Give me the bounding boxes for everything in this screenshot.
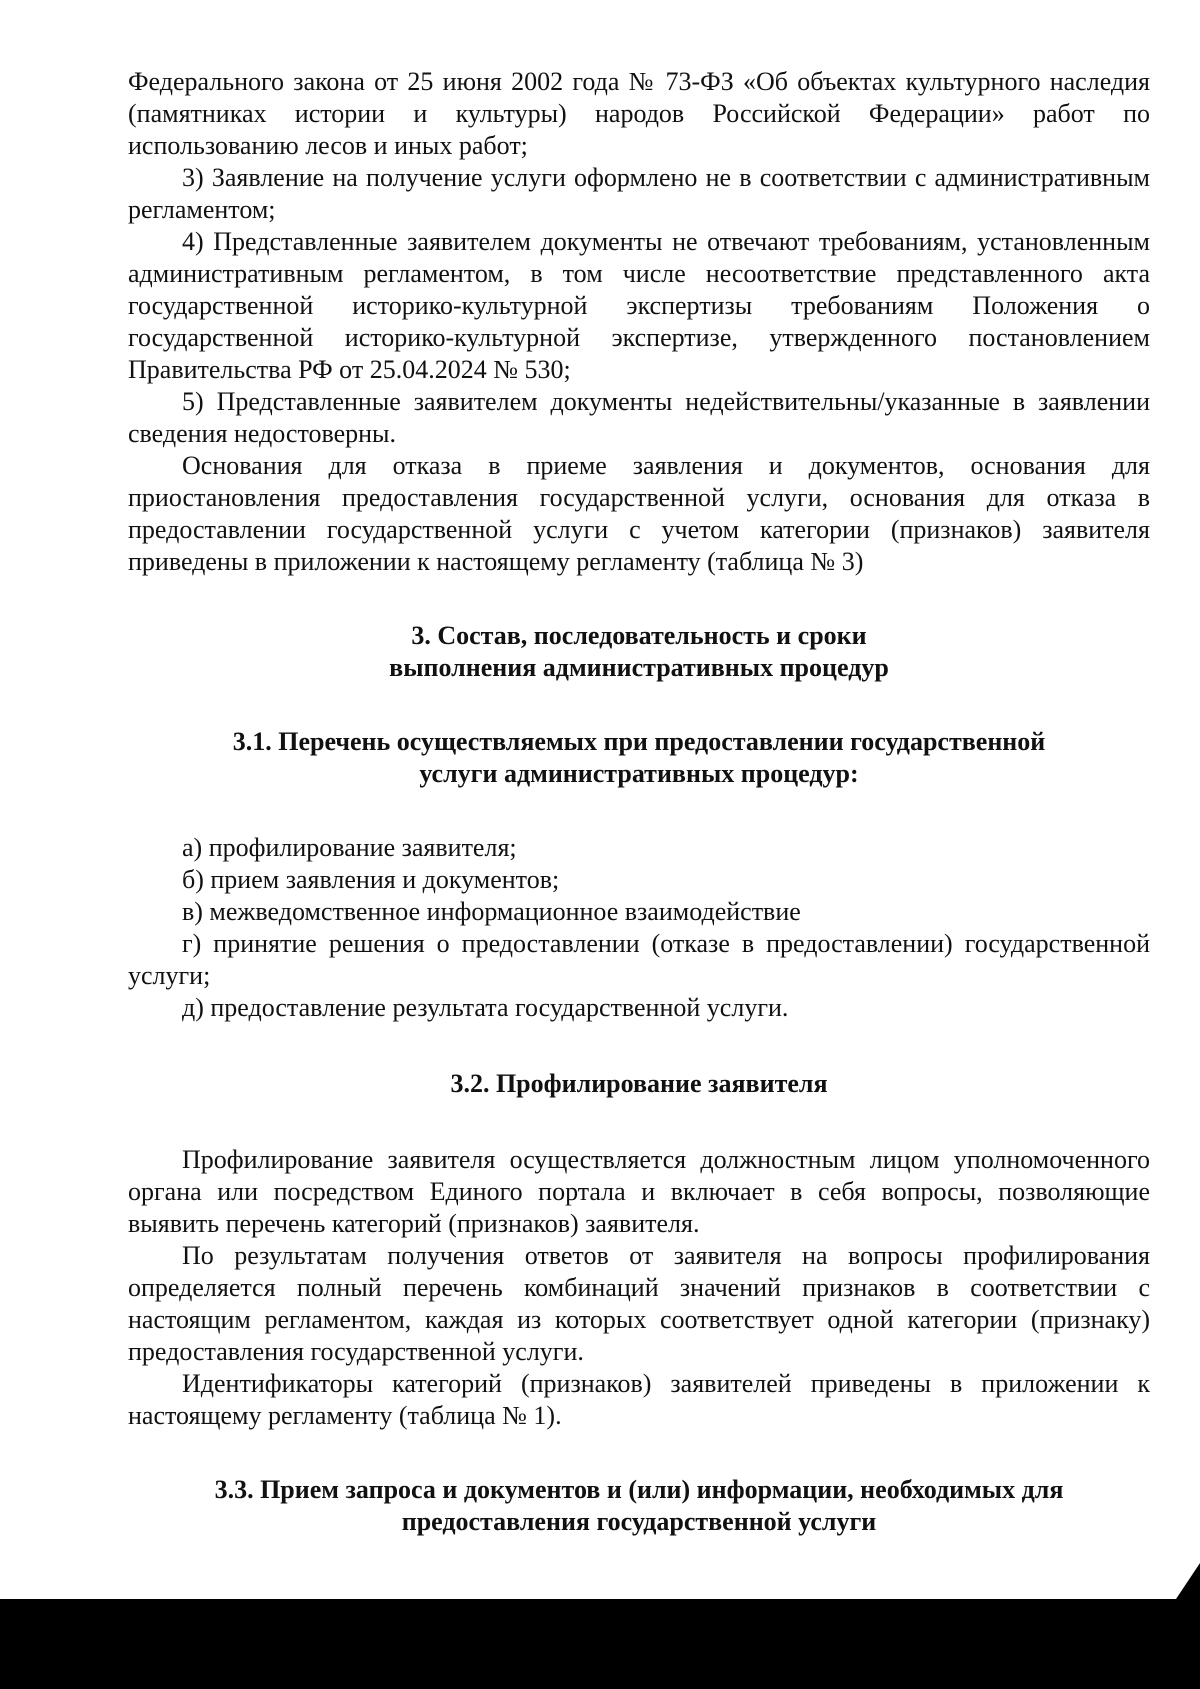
- section-3-1-heading: [128, 726, 1150, 790]
- list-item: г) принятие решения о предоставлении (отказе в предоставлении) государственной услуги;: [128, 929, 1150, 990]
- paragraph-profiling-results: По результатам получения ответов от заявителя на вопросы профилирования определяется полный перечень комбинаций значений признаков в соответствии с настоящим регламентом, каждая из которых соответствует одной категории (признаку) предоставления государственной услуги.: [128, 1241, 1150, 1366]
- document-body: [128, 66, 1150, 1538]
- section-3-2-title: 3.2. Профилирование заявителя: [450, 1069, 828, 1098]
- paragraph-item-4: 4) Представленные заявителем документы не отвечают требованиям, установленным административным регламентом, в том числе несоответствие представленного акта государственной историко-культурной экспертизы требованиям Положения о государственной историко-культурной экспертизе, утвержденного постановлением Правительства РФ от 25.04.2024 № 530;: [128, 227, 1150, 384]
- paragraph-identifiers: Идентификаторы категорий (признаков) заявителей приведены в приложении к настоящему регламенту (таблица № 1).: [128, 1369, 1150, 1430]
- list-item: д) предоставление результата государственной услуги.: [182, 993, 789, 1022]
- section-3-1-title-line1: 3.1. Перечень осуществляемых при предоставлении государственной: [232, 727, 1046, 756]
- scan-bottom-edge: [0, 1599, 1200, 1689]
- section-3-2-heading: [128, 1068, 1150, 1100]
- scan-shadow-corner: [1176, 1563, 1200, 1599]
- procedures-list: [128, 832, 1150, 1024]
- paragraph-item-5: 5) Представленные заявителем документы недействительны/указанные в заявлении сведения недостоверны.: [128, 387, 1150, 448]
- paragraph-refusal-grounds: Основания для отказа в приеме заявления и документов, основания для приостановления предоставления государственной услуги, основания для отказа в предоставлении государственной услуги с учетом категории (признаков) заявителя приведены в приложении к настоящему регламенту (таблица № 3): [128, 451, 1150, 576]
- section-3-heading: [128, 620, 1150, 684]
- list-item: б) прием заявления и документов;: [182, 865, 560, 894]
- paragraph-law-reference: Федерального закона от 25 июня 2002 года № 73-ФЗ «Об объектах культурного наследия (памятниках истории и культуры) народов Российской Федерации» работ по использованию лесов и иных работ;: [128, 67, 1150, 160]
- section-3-3-title-line1: 3.3. Прием запроса и документов и (или) информации, необходимых для: [214, 1475, 1064, 1504]
- section-3-2-body: [128, 1144, 1150, 1432]
- section-3-1-title-line2: услуги административных процедур:: [419, 759, 859, 788]
- section-3-3-heading: [128, 1474, 1150, 1538]
- list-item: в) межведомственное информационное взаимодействие: [182, 897, 801, 926]
- paragraph-item-3: 3) Заявление на получение услуги оформлено не в соответствии с административным регламентом;: [128, 163, 1150, 224]
- section-3-title-line2: выполнения административных процедур: [389, 653, 889, 682]
- section-3-title-line1: 3. Состав, последовательность и сроки: [411, 621, 867, 650]
- list-item: а) профилирование заявителя;: [182, 833, 517, 862]
- paragraph-profiling: Профилирование заявителя осуществляется должностным лицом уполномоченного органа или посредством Единого портала и включает в себя вопросы, позволяющие выявить перечень категорий (признаков) заявителя.: [128, 1145, 1150, 1238]
- section-3-3-title-line2: предоставления государственной услуги: [401, 1507, 877, 1536]
